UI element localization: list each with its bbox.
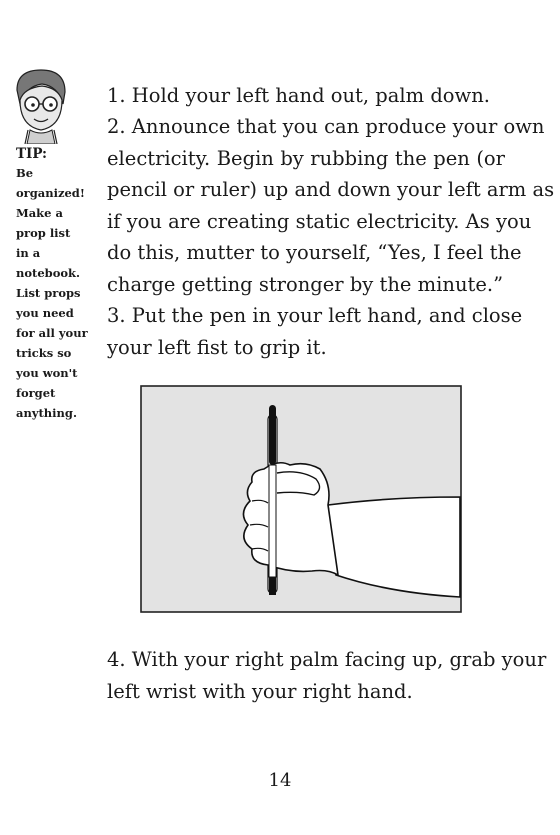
- step-line: charge getting stronger by the minute.”: [107, 272, 504, 296]
- step-line: do this, mutter to yourself, “Yes, I feel the: [107, 241, 522, 264]
- tip-line: anything.: [16, 406, 77, 420]
- page-number: 14: [268, 770, 292, 791]
- step-2: [107, 111, 555, 300]
- step-line: 4. With your right palm facing up, grab your: [107, 648, 547, 671]
- step-4: [107, 644, 547, 707]
- tip-line: you won't: [16, 366, 78, 380]
- step-line: pencil or ruler) up and down your left arm as: [107, 178, 555, 201]
- tip-line: in a: [16, 246, 41, 260]
- tip-line: Make a: [16, 206, 63, 220]
- step-line: your left fist to grip it.: [107, 335, 327, 359]
- step-line: left wrist with your right hand.: [107, 679, 413, 703]
- tip-line: you need: [16, 306, 74, 320]
- step-1: [107, 80, 505, 112]
- tip-line: prop list: [16, 226, 71, 240]
- tip-title: TIP:: [16, 146, 48, 162]
- step-line: 1. Hold your left hand out, palm down.: [107, 84, 490, 107]
- tip-line: organized!: [16, 186, 85, 200]
- step-line: electricity. Begin by rubbing the pen (or: [107, 146, 505, 170]
- step-line: 2. Announce that you can produce your own: [107, 115, 545, 138]
- tip-sidebar: [16, 145, 88, 423]
- tip-line: for all your: [16, 326, 88, 340]
- tip-line: Be: [16, 166, 34, 180]
- tip-line: List props: [16, 286, 81, 300]
- step-3: [107, 300, 523, 363]
- tip-line: tricks so: [16, 346, 72, 360]
- avatar: [8, 64, 74, 144]
- step-line: if you are creating static electricity. As you: [107, 209, 532, 233]
- tip-line: notebook.: [16, 266, 81, 280]
- fist-holding-pen-illustration: [140, 385, 462, 613]
- tip-line: forget: [16, 386, 56, 400]
- step-line: 3. Put the pen in your left hand, and close: [107, 304, 523, 327]
